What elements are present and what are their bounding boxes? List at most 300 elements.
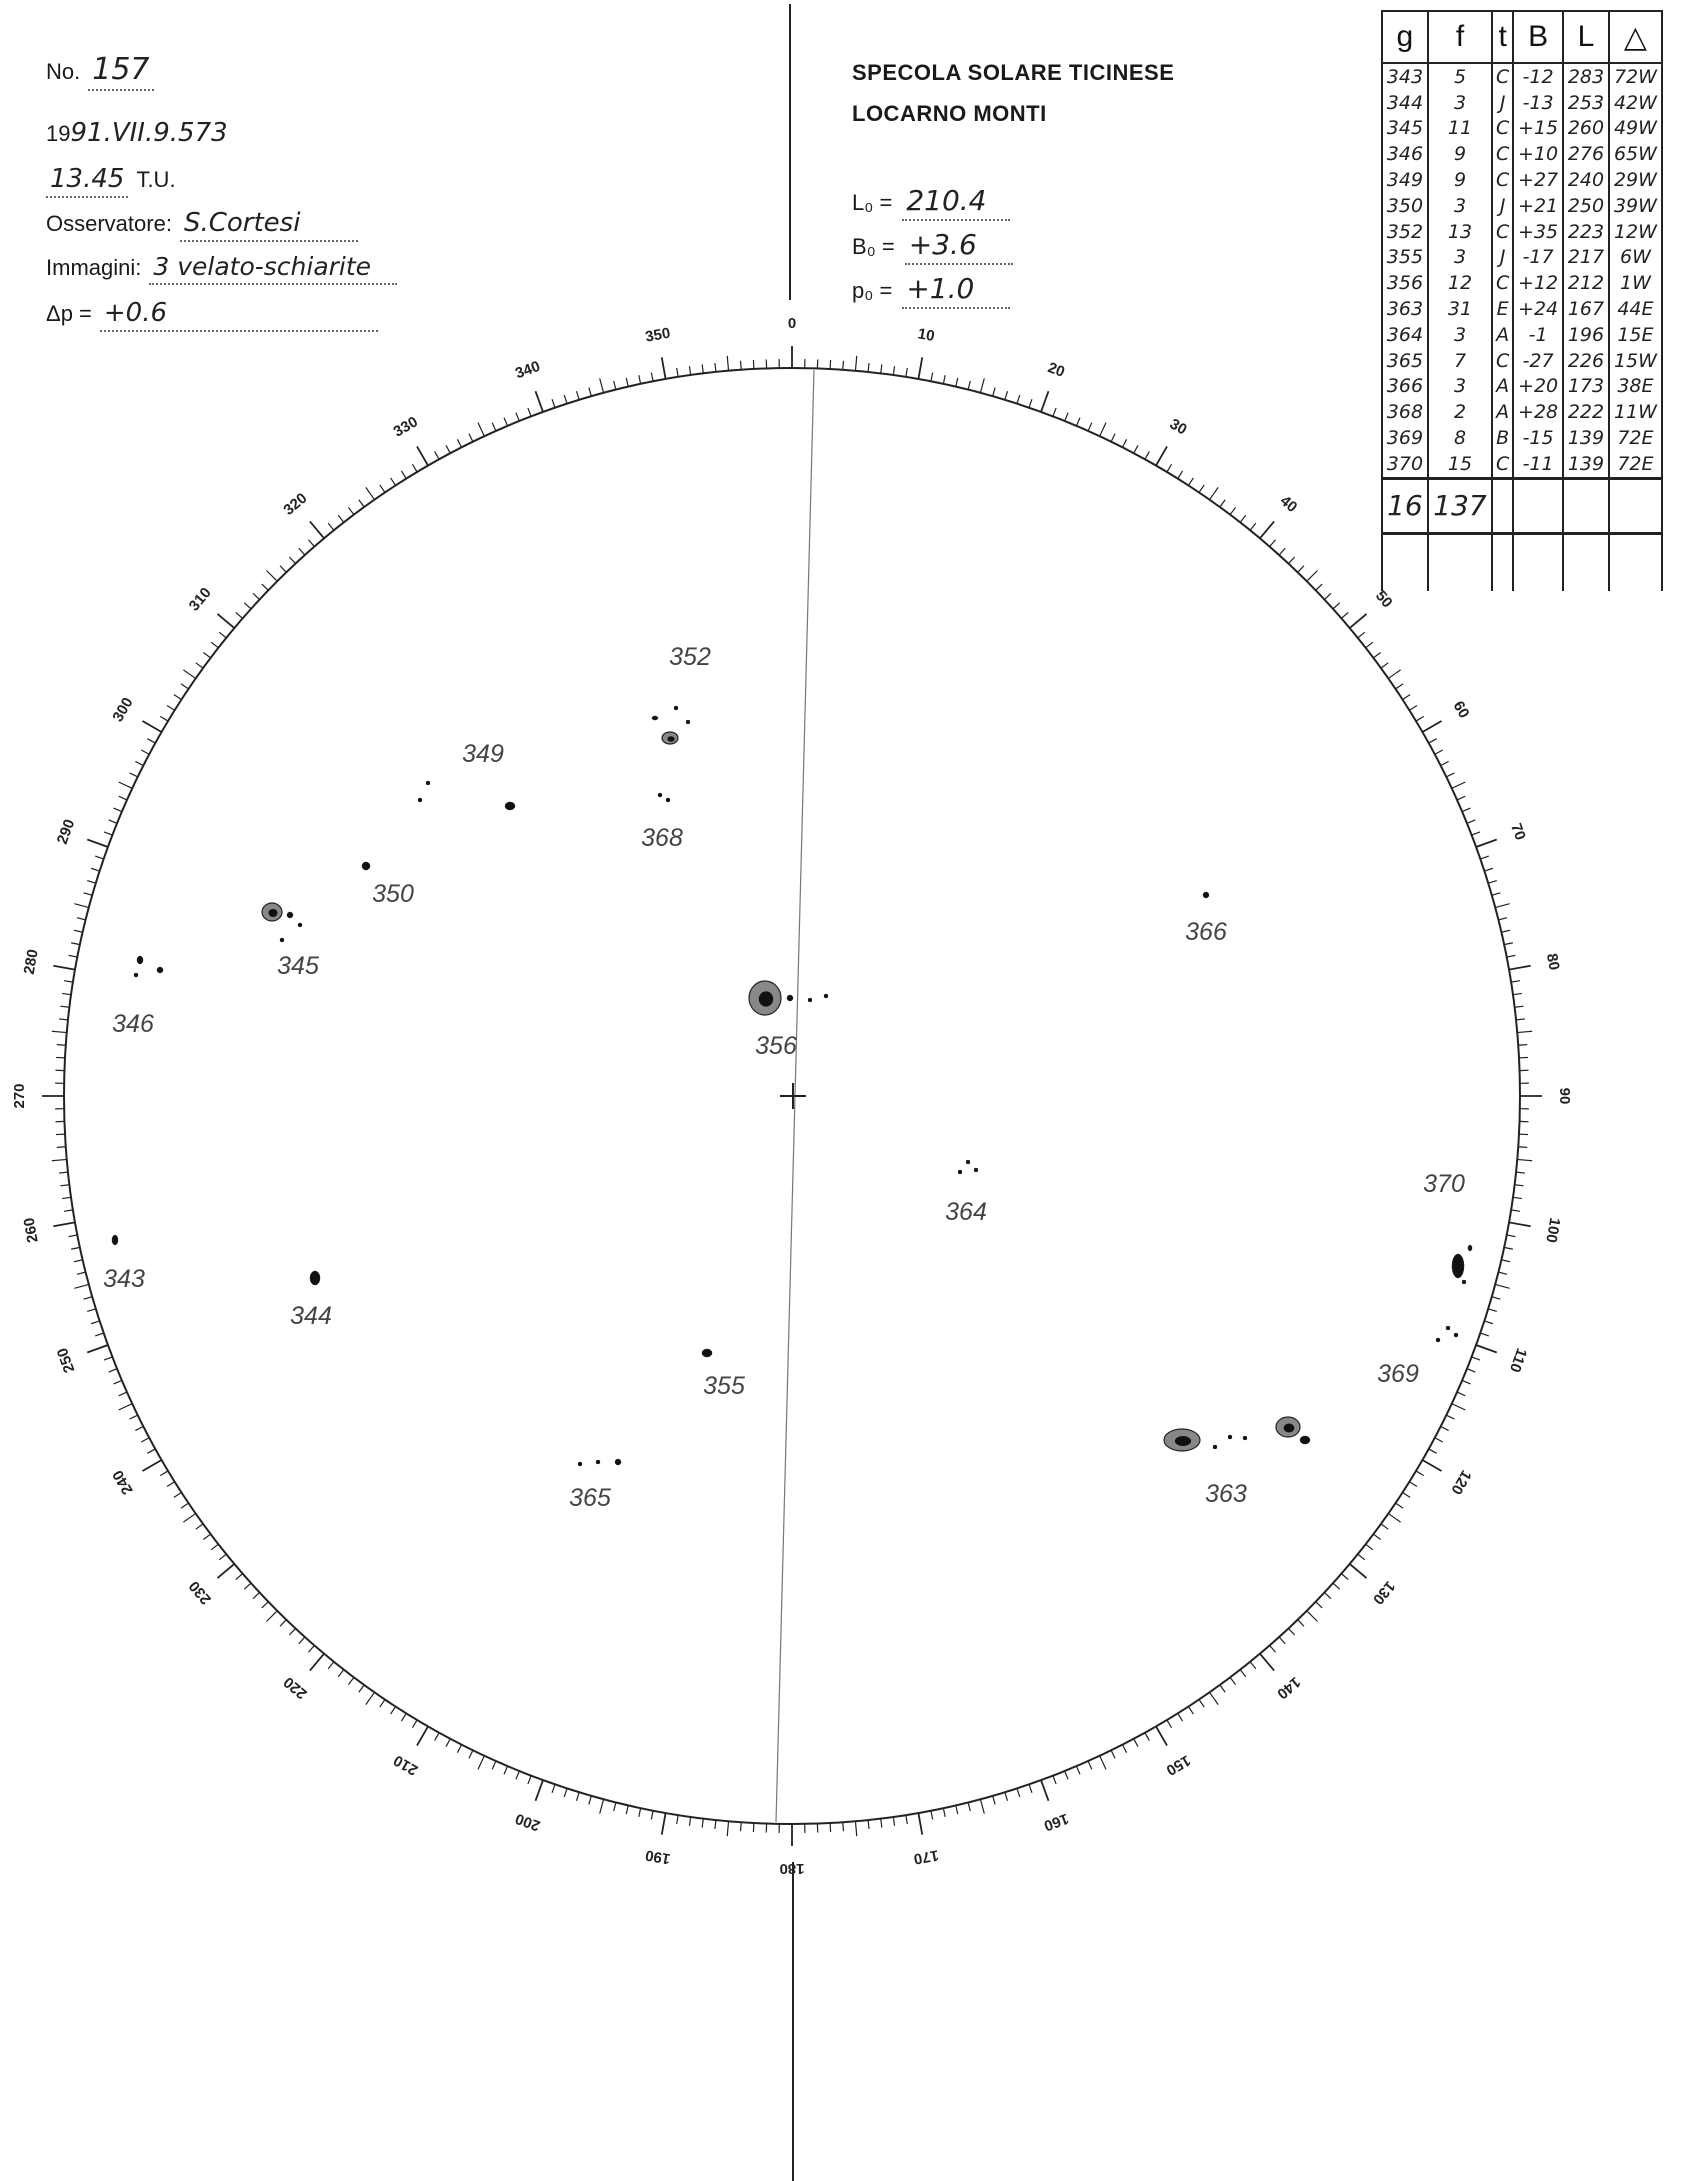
degree-label: 0	[787, 314, 797, 332]
scale-tick	[446, 445, 450, 453]
scale-tick	[174, 1492, 182, 1497]
degree-label: 30	[1166, 415, 1190, 439]
scale-tick	[1511, 981, 1520, 982]
cell-f: 8	[1428, 425, 1492, 451]
scale-tick	[1017, 1788, 1020, 1797]
scale-tick	[391, 478, 396, 486]
cell-L: 196	[1563, 322, 1609, 348]
scale-tick	[1088, 423, 1092, 431]
scale-tick	[119, 796, 127, 800]
time-unit: T.U.	[136, 167, 176, 192]
degree-label: 140	[1273, 1673, 1304, 1703]
col-header-L: L	[1563, 11, 1609, 63]
sunspot-group-label: 345	[277, 952, 319, 980]
scale-tick	[52, 1031, 67, 1032]
scale-tick	[535, 1780, 543, 1801]
scale-tick	[167, 1482, 175, 1487]
scale-tick	[1452, 1404, 1466, 1410]
scale-tick	[516, 413, 519, 421]
scale-tick	[741, 361, 742, 370]
degree-label: 230	[185, 1577, 215, 1608]
scale-tick	[84, 1297, 93, 1299]
scale-tick	[552, 1784, 555, 1793]
cell-t: E	[1492, 296, 1513, 322]
scale-tick	[1298, 1620, 1304, 1626]
scale-tick	[1341, 1574, 1348, 1580]
sunspot-group-label: 356	[755, 1032, 797, 1060]
cell-L: 283	[1563, 63, 1609, 90]
scale-tick	[109, 820, 117, 823]
cell-delta: 49W	[1609, 116, 1662, 142]
cell-f: 3	[1428, 90, 1492, 116]
scale-tick	[1111, 1750, 1115, 1758]
scale-tick	[639, 1808, 641, 1817]
scale-tick	[843, 361, 844, 370]
scale-tick	[689, 366, 690, 375]
sunspot-group	[362, 862, 414, 908]
scale-tick	[262, 584, 268, 590]
sunspot	[808, 998, 812, 1002]
scale-tick	[57, 1045, 66, 1046]
sunspot-group-label: 350	[372, 880, 414, 908]
cell-L: 276	[1563, 141, 1609, 167]
scale-tick	[53, 966, 75, 970]
scale-tick	[626, 1805, 628, 1814]
scale-tick	[577, 391, 580, 400]
degree-label: 40	[1276, 492, 1301, 517]
scale-tick	[203, 652, 210, 657]
scale-tick	[91, 1321, 100, 1324]
scale-tick	[104, 1357, 112, 1360]
cell-g: 364	[1382, 322, 1428, 348]
sunspot	[137, 956, 143, 964]
param-B0-label: B₀ =	[852, 234, 895, 259]
scale-tick	[59, 1019, 68, 1020]
sunspot-umbra	[269, 909, 278, 917]
col-header-g: g	[1382, 11, 1428, 63]
cell-t: C	[1492, 270, 1513, 296]
scale-tick	[1492, 1297, 1501, 1299]
sunspot	[652, 716, 658, 720]
scale-tick	[1358, 632, 1365, 638]
scale-tick	[1188, 1707, 1193, 1715]
col-header-t: t	[1492, 11, 1513, 63]
cell-t: C	[1492, 219, 1513, 245]
scale-tick	[1005, 1792, 1008, 1801]
scale-tick	[1513, 993, 1522, 994]
scale-tick	[1076, 1766, 1080, 1774]
sunspot	[112, 1235, 118, 1245]
scale-tick	[577, 1792, 580, 1801]
time-value: 13.45	[46, 164, 128, 198]
cell-g: 352	[1382, 219, 1428, 245]
scale-tick	[589, 388, 591, 397]
scale-tick	[1518, 1147, 1527, 1148]
cell-g: 363	[1382, 296, 1428, 322]
scale-tick	[1167, 464, 1172, 472]
scale-tick	[310, 521, 324, 538]
scale-tick	[457, 1745, 461, 1753]
scale-tick	[1088, 1761, 1092, 1769]
cell-L: 253	[1563, 90, 1609, 116]
scale-tick	[993, 388, 995, 397]
scale-tick	[142, 721, 161, 732]
cell-f: 15	[1428, 451, 1492, 478]
scale-tick	[1515, 1006, 1524, 1007]
cell-g: 344	[1382, 90, 1428, 116]
sunspot-group-label: 365	[569, 1484, 611, 1512]
scale-tick	[109, 1369, 117, 1372]
degree-label: 200	[513, 1809, 543, 1835]
total-groups: 16	[1382, 478, 1428, 533]
record-number-label: No.	[46, 59, 81, 84]
scale-tick	[262, 1602, 268, 1608]
scale-tick	[1260, 521, 1274, 538]
scale-tick	[1472, 1357, 1480, 1360]
scale-tick	[130, 773, 138, 777]
scale-tick	[1509, 966, 1531, 970]
scale-tick	[359, 1685, 364, 1692]
scale-tick	[1250, 1662, 1256, 1669]
scale-tick	[1053, 1776, 1056, 1784]
scale-tick	[53, 1222, 75, 1226]
scale-tick	[1484, 868, 1493, 871]
cell-t: C	[1492, 451, 1513, 478]
scale-tick	[855, 1821, 856, 1836]
scale-tick	[1513, 1197, 1522, 1198]
cell-f: 5	[1428, 63, 1492, 90]
scale-tick	[1288, 1628, 1294, 1635]
degree-label: 70	[1507, 821, 1529, 843]
scale-tick	[1396, 684, 1403, 689]
scale-tick	[1350, 614, 1367, 628]
scale-tick	[469, 434, 473, 442]
cell-delta: 38E	[1609, 374, 1662, 400]
scale-tick	[1467, 820, 1475, 823]
scale-tick	[64, 981, 73, 982]
degree-label: 180	[779, 1860, 805, 1878]
scale-tick	[1366, 1544, 1373, 1550]
scale-tick	[1220, 1685, 1225, 1692]
cell-g: 356	[1382, 270, 1428, 296]
scale-tick	[881, 1819, 882, 1828]
cell-t: C	[1492, 116, 1513, 142]
scale-tick	[87, 881, 96, 884]
scale-tick	[614, 1802, 616, 1811]
degree-label: 330	[390, 413, 421, 441]
sunspot	[505, 802, 515, 810]
scale-tick	[1167, 1720, 1172, 1728]
scale-tick	[564, 1788, 567, 1797]
degree-label: 170	[912, 1846, 940, 1868]
sunspot	[1243, 1436, 1247, 1440]
scale-tick	[651, 373, 653, 382]
scale-tick	[956, 378, 958, 387]
scale-tick	[528, 408, 531, 416]
cell-delta: 72E	[1609, 451, 1662, 478]
scale-tick	[600, 1799, 604, 1813]
scale-tick	[114, 1380, 122, 1384]
scale-tick	[119, 782, 133, 788]
sunspot	[787, 995, 793, 1001]
scale-tick	[244, 603, 251, 609]
scale-tick	[328, 1662, 334, 1669]
scale-tick	[62, 993, 71, 994]
scale-tick	[1504, 1247, 1513, 1249]
cell-B: +35	[1513, 219, 1563, 245]
degree-label: 340	[513, 357, 543, 383]
scale-tick	[1403, 1492, 1411, 1497]
scale-tick	[160, 1471, 168, 1476]
scale-tick	[1178, 471, 1183, 479]
scale-tick	[91, 868, 100, 871]
scale-tick	[1199, 485, 1204, 492]
scale-tick	[1457, 1392, 1465, 1396]
date-prefix: 19	[46, 121, 71, 146]
scale-tick	[1041, 1780, 1049, 1801]
cell-g: 368	[1382, 399, 1428, 425]
scale-tick	[181, 684, 188, 689]
sunspot-group	[1185, 892, 1227, 946]
sunspot-group	[418, 740, 515, 810]
cell-g: 366	[1382, 374, 1428, 400]
sunspot	[1203, 892, 1209, 898]
scale-tick	[1029, 1784, 1032, 1793]
scale-tick	[160, 716, 168, 721]
cell-B: -13	[1513, 90, 1563, 116]
degree-label: 280	[20, 948, 42, 976]
scale-tick	[135, 761, 143, 765]
scale-tick	[677, 368, 678, 377]
param-L0-value: 210.4	[902, 184, 1010, 221]
cell-f: 3	[1428, 374, 1492, 400]
cell-L: 139	[1563, 451, 1609, 478]
scale-tick	[980, 378, 984, 392]
scale-tick	[1472, 832, 1480, 835]
scale-tick	[348, 1677, 353, 1684]
scale-tick	[69, 1235, 78, 1237]
scale-tick	[906, 1815, 907, 1824]
scale-tick	[253, 593, 260, 599]
sunspot-group-label: 369	[1377, 1360, 1419, 1388]
scale-tick	[236, 1574, 243, 1580]
scale-tick	[1373, 1534, 1380, 1539]
scale-tick	[1504, 943, 1513, 945]
cell-t: A	[1492, 374, 1513, 400]
cell-t: J	[1492, 193, 1513, 219]
scale-tick	[1053, 408, 1056, 416]
cell-L: 260	[1563, 116, 1609, 142]
degree-label: 150	[1163, 1751, 1194, 1779]
cell-B: -12	[1513, 63, 1563, 90]
scale-tick	[1100, 1756, 1106, 1770]
sunspot	[134, 973, 138, 977]
scale-tick	[328, 523, 334, 530]
scale-tick	[1316, 1602, 1322, 1608]
degree-label: 190	[644, 1846, 672, 1868]
sunspot-group	[749, 981, 828, 1060]
sunspot-group	[262, 903, 319, 980]
scale-tick	[702, 364, 703, 373]
param-B0-value: +3.6	[905, 228, 1013, 265]
scale-tick	[196, 1524, 203, 1529]
scale-tick	[95, 1333, 104, 1336]
col-header-B: B	[1513, 11, 1563, 63]
cell-f: 3	[1428, 322, 1492, 348]
sunspot	[1462, 1280, 1466, 1284]
scale-tick	[74, 904, 88, 908]
scale-tick	[147, 739, 155, 743]
sunspot	[1446, 1326, 1450, 1330]
scale-tick	[1409, 1482, 1417, 1487]
cell-L: 173	[1563, 374, 1609, 400]
degree-label: 220	[280, 1673, 311, 1703]
scale-tick	[478, 423, 484, 437]
scale-tick	[614, 381, 616, 390]
scale-tick	[1111, 434, 1115, 442]
scale-tick	[1452, 782, 1466, 788]
scale-tick	[1298, 566, 1304, 572]
sunspot-umbra	[1175, 1436, 1191, 1446]
scale-tick	[1307, 571, 1318, 582]
scale-tick	[469, 1750, 473, 1758]
cell-f: 9	[1428, 167, 1492, 193]
scale-tick	[147, 1449, 155, 1453]
scale-tick	[552, 399, 555, 408]
scale-tick	[77, 1272, 86, 1274]
scale-tick	[244, 1583, 251, 1589]
cell-B: +21	[1513, 193, 1563, 219]
sunspot	[1436, 1338, 1440, 1342]
scale-tick	[677, 1815, 678, 1824]
scale-tick	[211, 642, 218, 648]
degree-label: 270	[10, 1083, 28, 1109]
scale-tick	[435, 451, 439, 459]
sunspot-group	[945, 1160, 987, 1226]
scale-tick	[702, 1819, 703, 1828]
sunspot-group-label: 366	[1185, 918, 1227, 946]
cell-delta: 72E	[1609, 425, 1662, 451]
scale-tick	[280, 1620, 286, 1626]
scale-tick	[1210, 1692, 1219, 1704]
scale-tick	[1240, 1670, 1246, 1677]
scale-tick	[1492, 893, 1501, 895]
scale-tick	[181, 1503, 188, 1508]
scale-tick	[1509, 1222, 1531, 1226]
cell-B: -11	[1513, 451, 1563, 478]
scale-tick	[1270, 1645, 1276, 1652]
scale-tick	[253, 1592, 260, 1598]
scale-tick	[95, 856, 104, 859]
scale-tick	[87, 1345, 108, 1353]
scale-tick	[60, 1006, 69, 1007]
sunspot-group	[112, 956, 163, 1038]
scale-tick	[1065, 413, 1068, 421]
scale-tick	[1498, 918, 1507, 920]
scale-tick	[417, 1726, 428, 1745]
sunspot	[1468, 1245, 1472, 1251]
scale-tick	[1288, 557, 1294, 564]
sunspot-group	[569, 1459, 621, 1512]
cell-t: B	[1492, 425, 1513, 451]
cell-delta: 44E	[1609, 296, 1662, 322]
scale-tick	[348, 507, 353, 514]
scale-tick	[1240, 515, 1246, 522]
sunspot-group	[1164, 1417, 1310, 1508]
cell-L: 240	[1563, 167, 1609, 193]
cell-g: 370	[1382, 451, 1428, 478]
cell-t: C	[1492, 141, 1513, 167]
scale-tick	[1220, 500, 1225, 507]
degree-label: 160	[1041, 1809, 1071, 1835]
images-label: Immagini:	[46, 255, 142, 280]
scale-tick	[1403, 695, 1411, 700]
cell-t: J	[1492, 90, 1513, 116]
scale-tick	[1484, 1321, 1493, 1324]
cell-delta: 15E	[1609, 322, 1662, 348]
scale-tick	[1188, 478, 1193, 486]
scale-tick	[1435, 1438, 1443, 1442]
scale-tick	[1341, 612, 1348, 618]
sunspot-group	[1377, 1326, 1458, 1388]
scale-tick	[308, 1645, 314, 1652]
scale-tick	[417, 446, 428, 465]
scale-tick	[174, 695, 182, 700]
scale-tick	[1480, 1333, 1489, 1336]
scale-tick	[1388, 670, 1400, 679]
scale-tick	[1065, 1771, 1068, 1779]
sunspot-umbra	[1284, 1424, 1295, 1433]
scale-tick	[1467, 1369, 1475, 1372]
cell-delta: 39W	[1609, 193, 1662, 219]
sunspot-group	[652, 643, 711, 744]
sunspot	[686, 720, 690, 724]
scale-tick	[1381, 1524, 1388, 1529]
scale-tick	[906, 368, 907, 377]
scale-tick	[289, 1628, 295, 1635]
cell-f: 11	[1428, 116, 1492, 142]
sunspot-group-label: 364	[945, 1198, 987, 1226]
observer-label: Osservatore:	[46, 211, 172, 236]
cell-t: A	[1492, 399, 1513, 425]
scale-tick	[1199, 1700, 1204, 1707]
scale-tick	[1373, 652, 1380, 657]
scale-tick	[69, 955, 78, 957]
cell-f: 13	[1428, 219, 1492, 245]
sunspot	[426, 781, 430, 785]
sunspot-group-label: 344	[290, 1302, 332, 1330]
sunspot-group-label: 363	[1205, 1480, 1247, 1508]
delta-p-label: Δp =	[46, 301, 92, 326]
scale-tick	[74, 1260, 83, 1262]
scale-tick	[1145, 1733, 1149, 1741]
scale-tick	[359, 500, 364, 507]
scale-tick	[1250, 523, 1256, 530]
scale-tick	[492, 423, 496, 431]
scale-tick	[1156, 1726, 1167, 1745]
cell-f: 12	[1428, 270, 1492, 296]
cell-t: C	[1492, 63, 1513, 90]
cell-B: +27	[1513, 167, 1563, 193]
cell-f: 3	[1428, 245, 1492, 271]
scale-tick	[267, 571, 278, 582]
delta-p-value: +0.6	[100, 298, 378, 332]
scale-tick	[968, 1802, 970, 1811]
scale-tick	[1388, 1514, 1400, 1523]
sunspot	[824, 994, 828, 998]
scale-tick	[1462, 808, 1470, 812]
scale-tick	[104, 832, 112, 835]
